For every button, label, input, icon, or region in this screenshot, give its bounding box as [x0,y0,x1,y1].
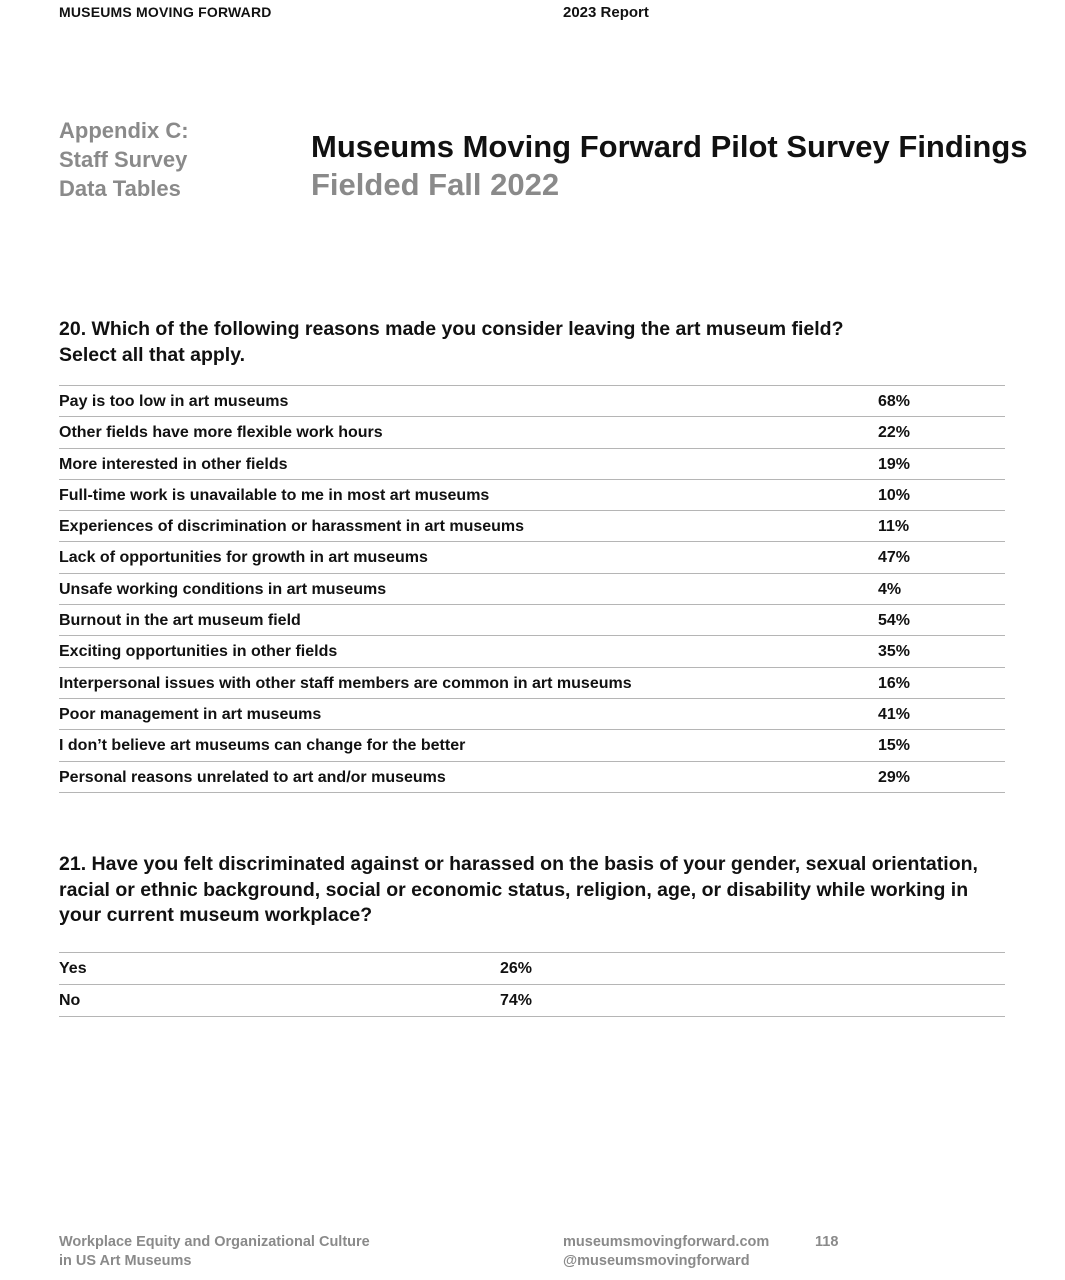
appendix-line: Appendix C: [59,118,189,143]
table-row [59,386,1005,417]
table-row [59,605,1005,636]
running-header-report: 2023 Report [563,4,649,21]
row-value: 22% [878,424,911,442]
row-label: Exciting opportunities in other fields [59,643,338,661]
row-label: Interpersonal issues with other staff members are common in art museums [59,674,632,692]
row-value: 35% [878,643,911,661]
appendix-label [59,116,289,203]
row-value: 19% [878,455,911,473]
row-label: Unsafe working conditions in art museums [59,580,387,598]
table-row [59,762,1005,793]
question-21 [59,852,1005,929]
row-value: 15% [878,737,911,755]
page-number: 118 [815,1234,839,1250]
running-header-publication: MUSEUMS MOVING FORWARD [59,4,272,20]
row-label: Burnout in the art museum field [59,612,301,630]
footer-report-title [59,1233,370,1271]
question-line: racial or ethnic background, social or economic status, religion, age, or disability while working in [59,878,969,901]
row-label: Personal reasons unrelated to art and/or museums [59,768,446,786]
footer-website: museumsmovingforward.com [563,1234,770,1250]
table-row [59,480,1005,511]
table-row [59,574,1005,605]
row-value: 54% [878,612,911,630]
question-20 [59,317,1005,368]
row-label: Pay is too low in art museums [59,393,289,410]
table-row [59,668,1005,699]
row-value: 47% [878,549,911,567]
row-value: 11% [878,518,910,536]
table-row [59,417,1005,448]
row-label: Poor management in art museums [59,705,322,723]
table-row [59,985,1005,1017]
question-line: 20. Which of the following reasons made you consider leaving the art museum field? [59,318,844,340]
footer-handle: @museumsmovingforward [563,1253,750,1269]
question-line: 21. Have you felt discriminated against or harassed on the basis of your gender, sexual orientation, [59,853,978,875]
row-label: Experiences of discrimination or harassment in art museums [59,518,525,536]
row-value: 26% [500,960,533,977]
table-row [59,953,1005,985]
table-row [59,511,1005,542]
q21-results-table [59,952,1005,1017]
question-line: your current museum workplace? [59,904,373,926]
row-label: More interested in other fields [59,455,288,473]
row-label: Lack of opportunities for growth in art museums [59,549,428,567]
row-value: 16% [878,674,911,692]
table-row [59,699,1005,730]
table-row [59,636,1005,667]
appendix-line: Staff Survey [59,147,188,172]
appendix-line: Data Tables [59,176,181,201]
footer-line: Workplace Equity and Organizational Culture [59,1234,370,1250]
table-row [59,730,1005,761]
row-value: 29% [878,768,911,786]
row-label: Other fields have more flexible work hours [59,424,383,442]
table-row [59,449,1005,480]
row-value: 74% [500,992,533,1009]
row-value: 4% [878,580,902,598]
row-value: 68% [878,393,911,410]
row-value: 41% [878,705,911,723]
page-subtitle: Fielded Fall 2022 [311,167,560,202]
question-line: Select all that apply. [59,343,246,366]
row-label: No [59,992,81,1009]
row-label: Yes [59,960,87,977]
footer-contact [563,1233,769,1271]
q20-results-table [59,385,1005,793]
table-row [59,542,1005,573]
page-title: Museums Moving Forward Pilot Survey Findings [311,129,1028,164]
row-value: 10% [878,486,911,504]
page-title-block [311,128,1028,204]
row-label: Full-time work is unavailable to me in most art museums [59,486,490,504]
row-label: I don’t believe art museums can change for the better [59,737,466,755]
footer-line: in US Art Museums [59,1253,192,1269]
